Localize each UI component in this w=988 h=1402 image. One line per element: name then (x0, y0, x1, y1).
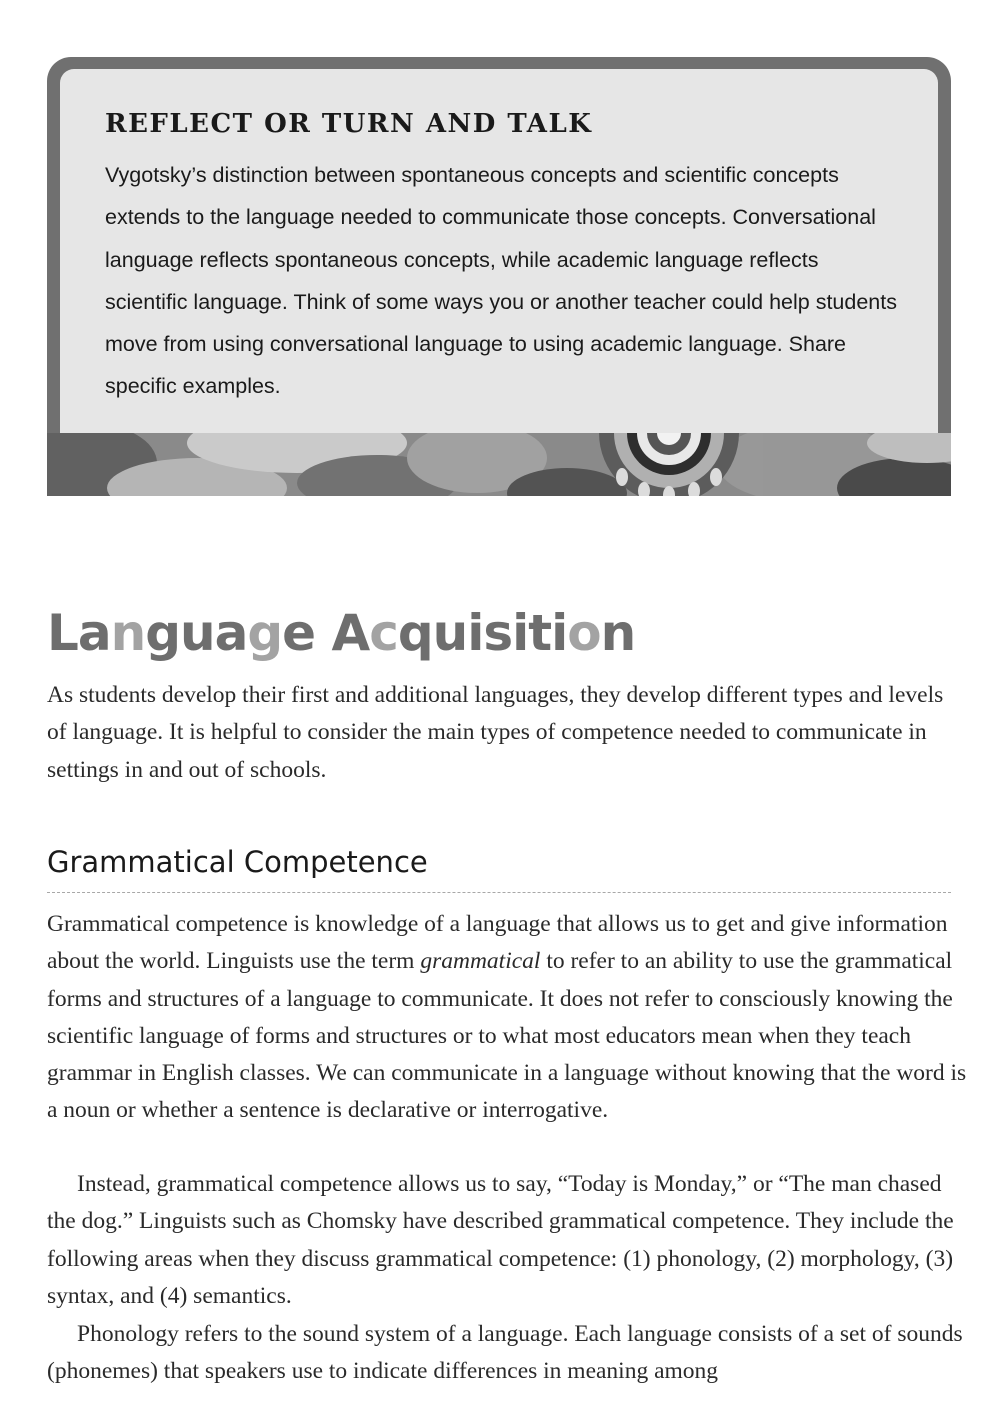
subsection-title: Grammatical Competence (47, 845, 428, 879)
dashed-divider (47, 892, 951, 893)
callout-body: Vygotsky’s distinction between spontaneous concepts and scientific concepts extends to the language needed to communicate those concepts. Conversational language reflects spontaneous concepts, while academic language reflects scientific language. Think of some ways you or another teacher could help students move from using conversational language to using academic language. Share specific examples. (105, 163, 897, 399)
paragraph-3: Phonology refers to the sound system of a language. Each language consists of a set of sounds (phonemes) that speakers use to indicate differences in meaning among (47, 1321, 963, 1385)
emphasized-term: grammatical (420, 948, 541, 975)
intro-paragraph: As students develop their first and additional languages, they develop different types and levels of language. It is helpful to consider the main types of competence needed to communicate in settings in and out of schools. (47, 682, 944, 783)
callout-panel (60, 69, 938, 496)
callout-title: REFLECT OR TURN AND TALK (105, 109, 593, 139)
decorative-mandala-band (47, 433, 951, 496)
paragraph-2: Instead, grammatical competence allows us to say, “Today is Monday,” or “The man chased the dog.” Linguists such as Chomsky have described grammatical competence. They include the following areas when they discuss grammatical competence: (1) phonology, (2) morphology, (3) syntax, and (4) semantics. (47, 1171, 954, 1309)
reflect-callout-box (47, 57, 951, 496)
section-title: Language Acquisition (47, 604, 636, 662)
paragraph-1: Grammatical competence is knowledge of a language that allows us to get and give information about the world. Linguists use the term grammatical to refer to an ability to use the grammatical forms and structures of a language to communicate. It does not refer to consciously knowing the scientific language of forms and structures or to what most educators mean when they teach grammar in English classes. We can communicate in a language without knowing that the word is a noun or whether a sentence is declarative or interrogative. (47, 911, 967, 1124)
